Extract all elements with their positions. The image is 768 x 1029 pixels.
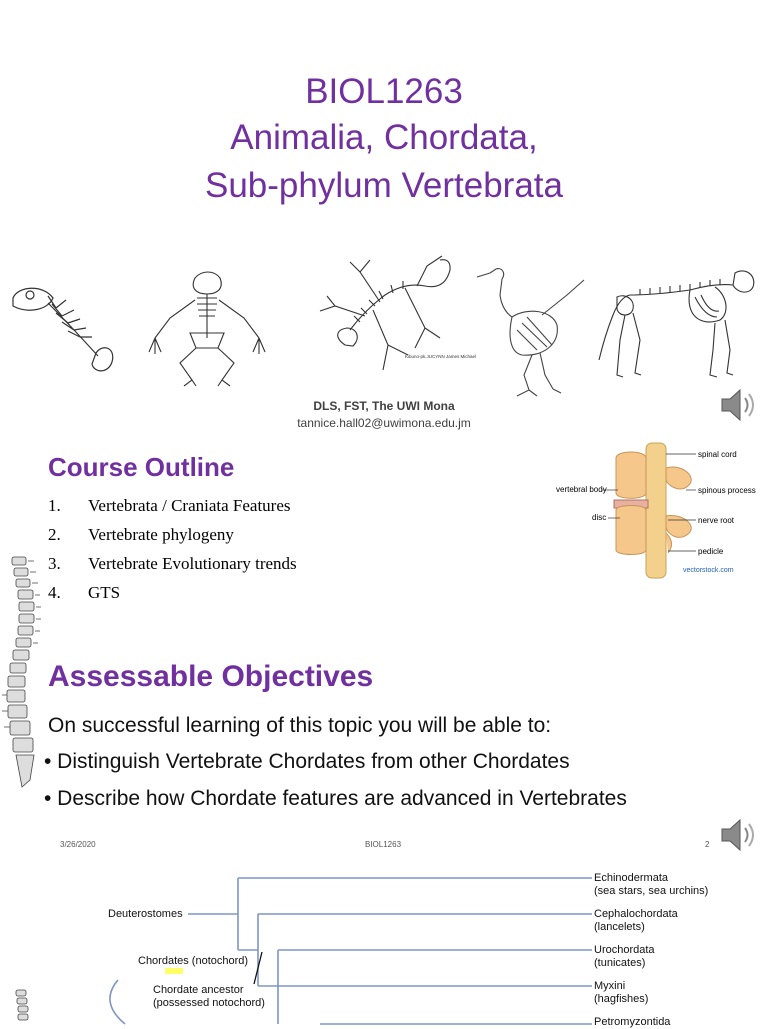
course-outline-heading: Course Outline <box>48 452 235 482</box>
lizard-skeleton-image <box>305 250 477 390</box>
footer-course: BIOL1263 <box>365 840 402 849</box>
fish-skeleton-image <box>8 278 118 378</box>
taxon-label: Echinodermata (sea stars, sea urchins) <box>594 872 709 897</box>
list-item: 1. Vertebrata / Craniata Features <box>48 496 291 515</box>
list-item: 4. GTS <box>48 583 121 602</box>
footer-page-number: 2 <box>705 840 710 849</box>
disc-label: disc <box>592 513 607 522</box>
vertebral-body-label: vertebral body <box>556 485 607 494</box>
human-spine-image <box>8 988 34 1024</box>
author-department: DLS, FST, The UWI Mona <box>313 399 455 413</box>
taxon-label: Cephalochordata (lancelets) <box>594 908 678 933</box>
list-item: 3. Vertebrate Evolutionary trends <box>48 554 297 573</box>
human-spine-image <box>0 555 42 790</box>
bird-skeleton-image <box>472 265 587 400</box>
frog-skeleton-image <box>140 268 275 388</box>
audio-speaker-icon[interactable] <box>718 385 758 425</box>
chordates-label: Chordates (notochord) <box>138 955 249 967</box>
objectives-intro: On successful learning of this topic you will be able to: <box>48 714 552 737</box>
deuterostomes-label: Deuterostomes <box>108 908 183 920</box>
image-source-link[interactable]: vectorstock.com <box>683 567 734 574</box>
skeleton-image-credit: Kibuno-pk.JUCYNN James Michael <box>405 354 477 359</box>
cat-skeleton-image <box>595 265 760 385</box>
audio-speaker-icon[interactable] <box>718 815 758 855</box>
spinal-cord-label: spinal cord <box>698 450 737 459</box>
list-item: 2. Vertebrate phylogeny <box>48 525 234 544</box>
nerve-root-label: nerve root <box>698 516 735 525</box>
course-outline-list <box>48 496 297 612</box>
taxon-label: Urochordata (tunicates) <box>594 944 655 969</box>
highlight-mark <box>165 968 183 974</box>
footer-date: 3/26/2020 <box>60 840 96 849</box>
taxon-label: Myxini (hagfishes) <box>594 980 649 1005</box>
author-email: tannice.hall02@uwimona.edu.jm <box>297 416 471 430</box>
objective-item: • Distinguish Vertebrate Chordates from other Chordates <box>44 750 570 773</box>
chordate-ancestor-label: Chordate ancestor (possessed notochord) <box>153 984 265 1009</box>
pedicle-label: pedicle <box>698 547 724 556</box>
slide-title-line2: Animalia, Chordata, <box>230 118 538 157</box>
vertebra-diagram <box>548 438 758 583</box>
objective-item: • Describe how Chordate features are advanced in Vertebrates <box>44 787 627 810</box>
slide-title-line3: Sub-phylum Vertebrata <box>205 166 563 205</box>
assessable-objectives-heading: Assessable Objectives <box>48 660 374 693</box>
taxon-label: Petromyzontida <box>594 1016 671 1028</box>
slide-title-course-code: BIOL1263 <box>305 72 463 111</box>
spinous-process-label: spinous process <box>698 486 756 495</box>
